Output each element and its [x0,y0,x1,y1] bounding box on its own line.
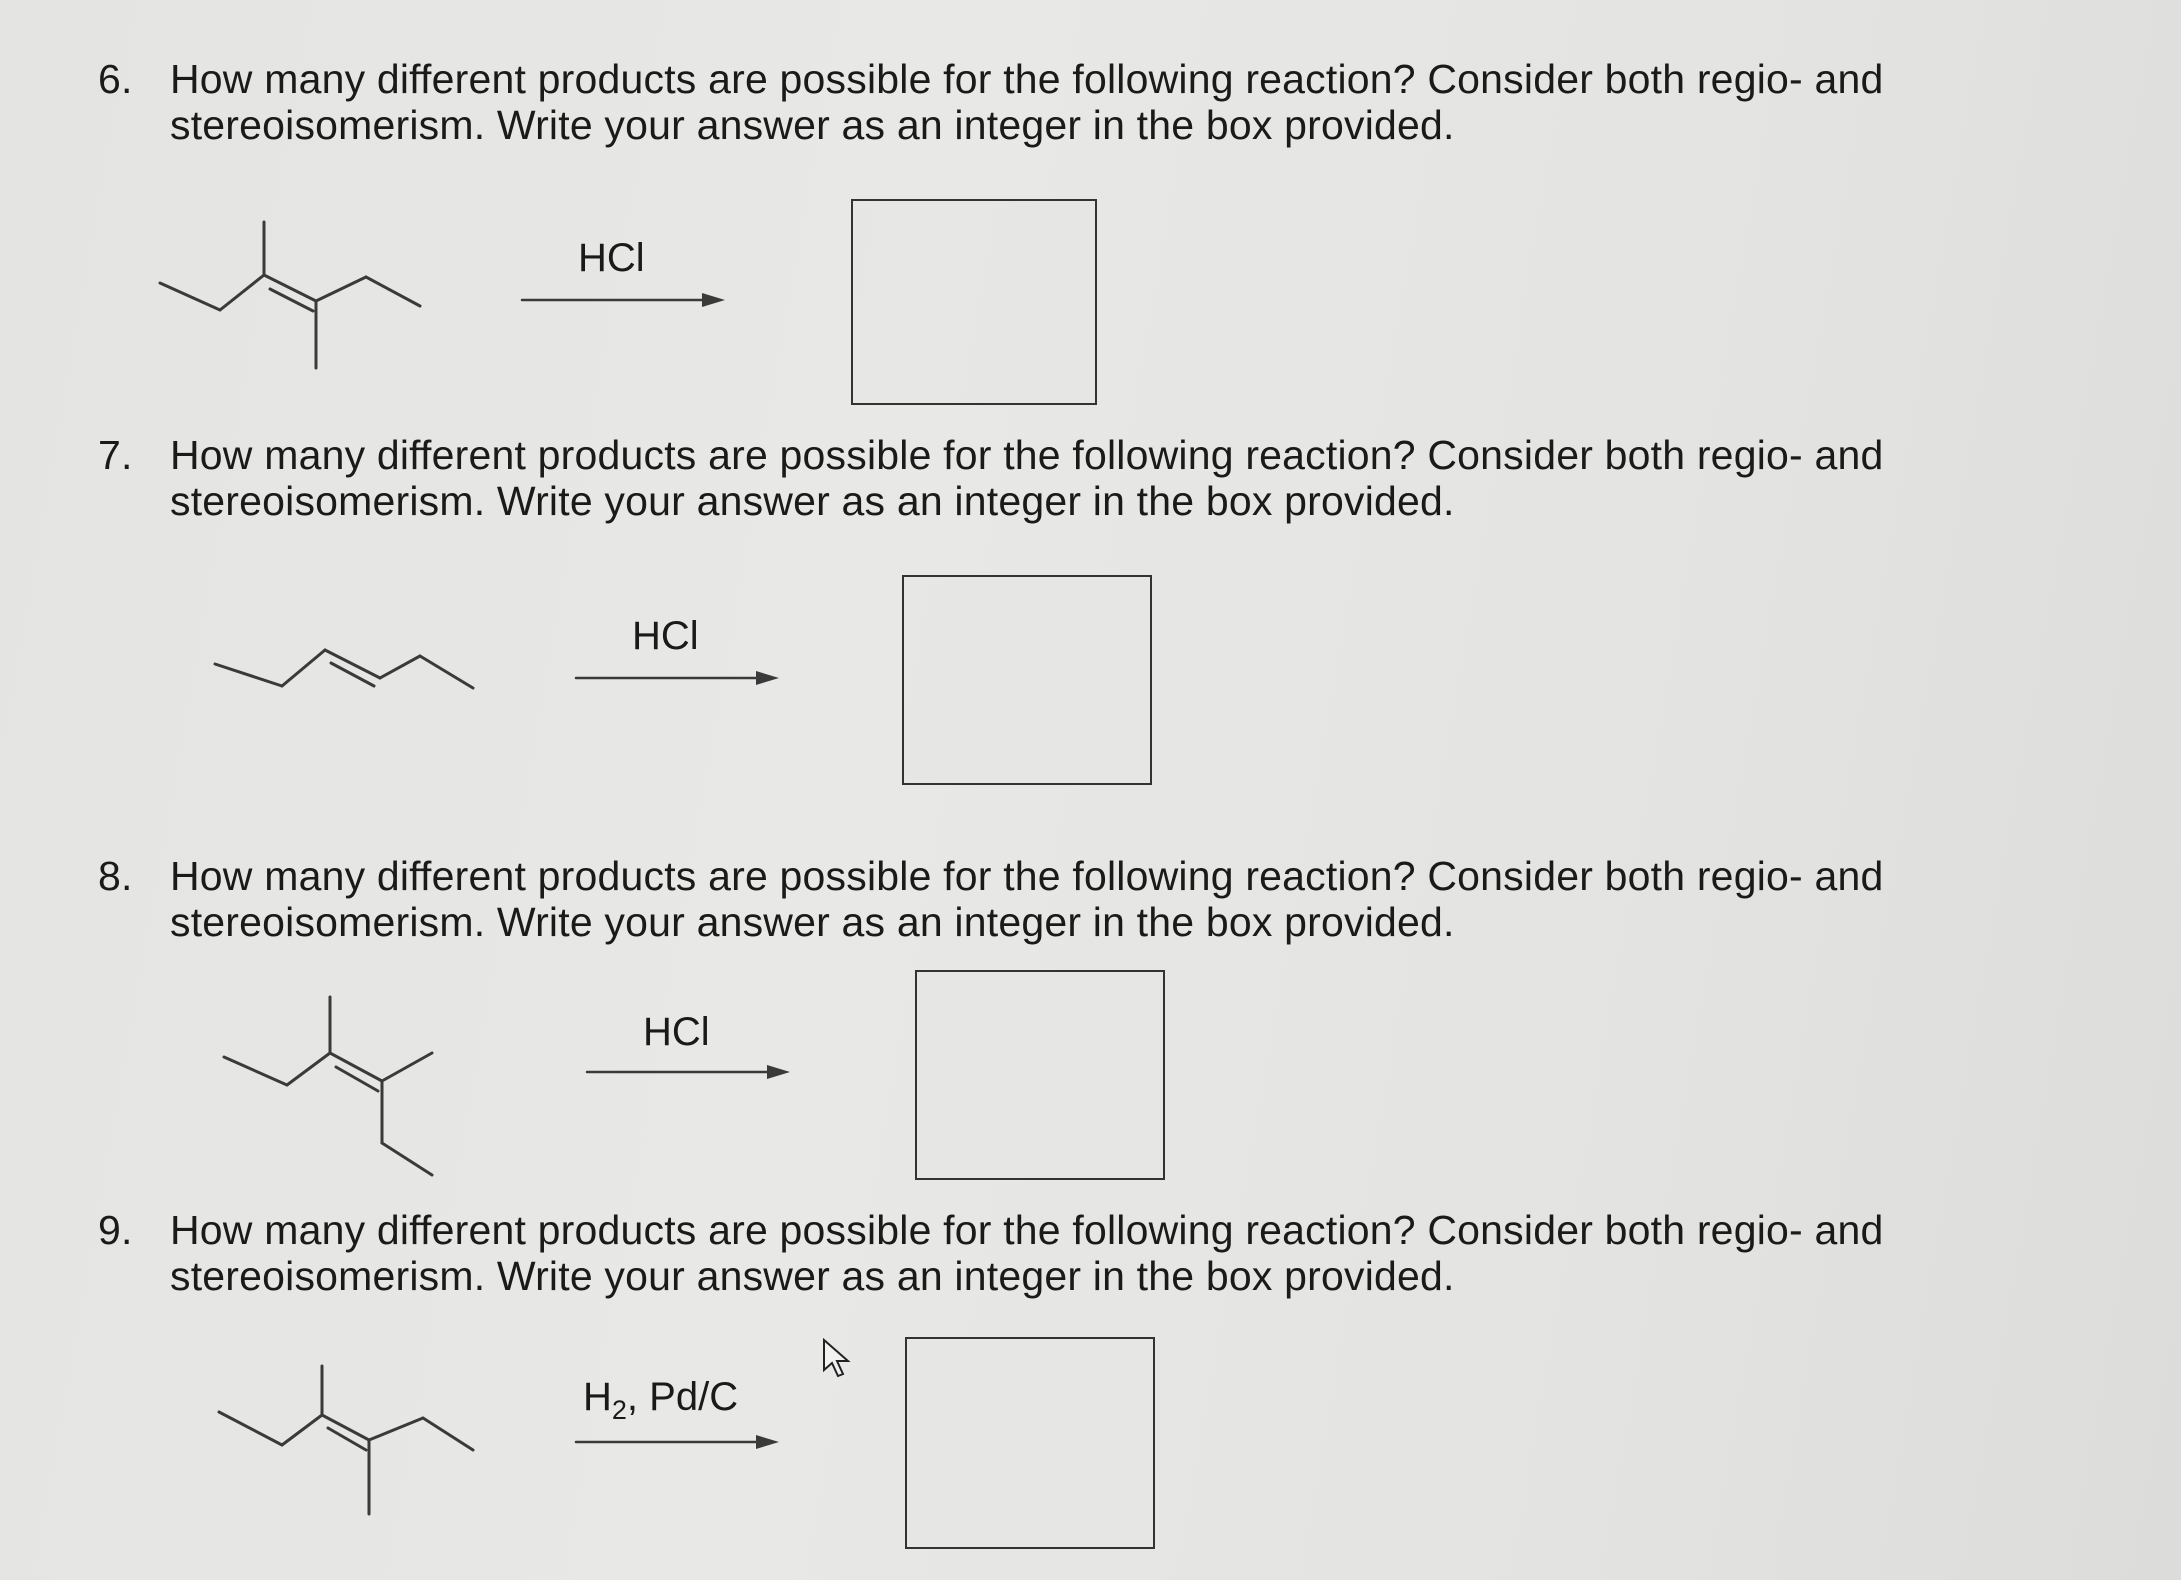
question-number: 8. [98,853,133,899]
answer-box[interactable] [915,970,1165,1180]
question-line-2: stereoisomerism. Write your answer as an integer in the box provided. [170,102,1455,148]
question-line-2: stereoisomerism. Write your answer as an integer in the box provided. [170,1253,1455,1299]
mouse-pointer-icon [820,1338,854,1382]
reactant-structure [205,1360,485,1520]
question-number: 6. [98,56,133,102]
question-number: 7. [98,432,133,478]
reaction-arrow-icon [520,286,730,316]
reagent-label [583,1375,738,1426]
answer-box[interactable] [851,199,1097,405]
question-line-1: How many different products are possible for the following reaction? Consider both regio- and [170,56,1884,102]
reactant-structure [210,985,450,1185]
question-line-1: How many different products are possible for the following reaction? Consider both regio- and [170,853,1884,899]
reaction-arrow-icon [574,1428,784,1458]
question-9-text [98,1207,1930,1299]
question-6-text [98,56,1930,148]
reagent-label: HCl [578,236,645,280]
reagent-h: H [583,1375,612,1419]
question-line-2: stereoisomerism. Write your answer as an integer in the box provided. [170,478,1455,524]
reaction-arrow-icon [585,1058,795,1088]
question-line-1: How many different products are possible for the following reaction? Consider both regio- and [170,1207,1884,1253]
reagent-catalyst: , Pd/C [626,1375,739,1419]
reactant-structure [205,630,485,700]
reagent-label: HCl [632,614,699,658]
question-line-1: How many different products are possible for the following reaction? Consider both regio- and [170,432,1884,478]
answer-box[interactable] [902,575,1152,785]
reagent-subscript: 2 [611,1395,627,1425]
question-number: 9. [98,1207,133,1253]
question-7-text [98,432,1930,524]
reagent-label: HCl [643,1010,710,1054]
reaction-arrow-icon [574,664,784,694]
question-line-2: stereoisomerism. Write your answer as an integer in the box provided. [170,899,1455,945]
reactant-structure [150,210,430,380]
question-8-text [98,853,1930,945]
answer-box[interactable] [905,1337,1155,1549]
